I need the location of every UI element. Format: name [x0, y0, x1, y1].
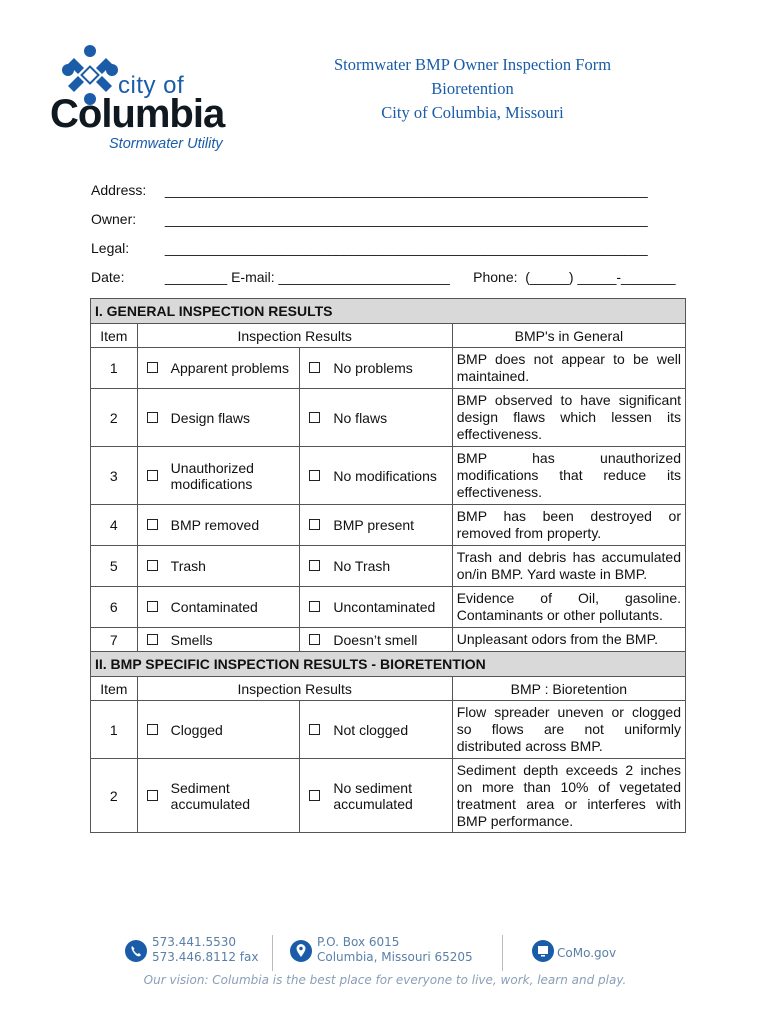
city-logo — [50, 40, 250, 155]
row-description: BMP observed to have significant design flaws which lessen its effectiveness. — [452, 389, 685, 447]
table-row — [91, 348, 686, 389]
form-title-line2: Bioretention — [431, 79, 514, 98]
logo-utility-text: Stormwater Utility — [109, 136, 223, 152]
table-row — [91, 628, 686, 652]
date-label: Date: — [91, 269, 125, 285]
website-icon — [532, 940, 554, 962]
logo-city-of-text: city of — [118, 72, 185, 99]
footer-divider — [272, 935, 273, 971]
owner-field[interactable] — [91, 211, 648, 227]
row-description: BMP has been destroyed or removed from property. — [452, 505, 685, 546]
footer-city-state: Columbia, Missouri 65205 — [317, 950, 473, 964]
result-negative: Apparent problems — [167, 348, 300, 389]
checkbox[interactable] — [147, 790, 158, 801]
row-number: 2 — [91, 759, 138, 833]
form-title-line3: City of Columbia, Missouri — [381, 103, 564, 122]
result-negative: Contaminated — [167, 587, 300, 628]
row-description: Flow spreader uneven or clogged so flows are not uniformly distributed across BMP. — [452, 701, 685, 759]
location-pin-icon — [290, 940, 312, 962]
checkbox[interactable] — [309, 362, 320, 373]
section1-col-results: Inspection Results — [137, 324, 452, 348]
section1-col-item: Item — [91, 324, 138, 348]
row-number: 1 — [91, 701, 138, 759]
result-positive: Not clogged — [329, 701, 452, 759]
result-positive: BMP present — [329, 505, 452, 546]
table-row — [91, 447, 686, 505]
footer-fax: 573.446.8112 fax — [152, 950, 259, 964]
owner-line[interactable]: ______________________________________________________________ — [164, 211, 648, 227]
table-row — [91, 759, 686, 833]
section2-col-item: Item — [91, 677, 138, 701]
checkbox[interactable] — [147, 519, 158, 530]
section2-col-results: Inspection Results — [137, 677, 452, 701]
footer-po-box: P.O. Box 6015 — [317, 935, 400, 949]
legal-field[interactable] — [91, 240, 648, 256]
address-label: Address: — [91, 182, 147, 198]
section2-col-specific: BMP : Bioretention — [452, 677, 685, 701]
checkbox[interactable] — [147, 560, 158, 571]
footer-divider — [502, 935, 503, 971]
row-description: Unpleasant odors from the BMP. — [452, 628, 685, 652]
section1-col-general: BMP's in General — [452, 324, 685, 348]
result-positive: No flaws — [329, 389, 452, 447]
result-positive: No Trash — [329, 546, 452, 587]
result-positive: No modifications — [329, 447, 452, 505]
date-field[interactable] — [91, 269, 676, 285]
result-negative: BMP removed — [167, 505, 300, 546]
checkbox[interactable] — [147, 634, 158, 645]
checkbox[interactable] — [147, 362, 158, 373]
table-row — [91, 546, 686, 587]
checkbox[interactable] — [309, 560, 320, 571]
checkbox[interactable] — [309, 412, 320, 423]
result-negative: Trash — [167, 546, 300, 587]
result-positive: Doesn’t smell — [329, 628, 452, 652]
table-row — [91, 701, 686, 759]
legal-line[interactable]: ______________________________________________________________ — [164, 240, 648, 256]
logo-columbia-text: Columbia — [50, 92, 225, 136]
inspection-table — [90, 298, 686, 833]
row-description: Evidence of Oil, gasoline. Contaminants or other pollutants. — [452, 587, 685, 628]
row-description: BMP does not appear to be well maintained. — [452, 348, 685, 389]
row-number: 6 — [91, 587, 138, 628]
result-negative: Unauthorized modifications — [167, 447, 300, 505]
checkbox[interactable] — [147, 601, 158, 612]
address-field[interactable] — [91, 182, 648, 198]
form-title — [300, 53, 645, 125]
table-row — [91, 505, 686, 546]
result-negative: Smells — [167, 628, 300, 652]
row-number: 3 — [91, 447, 138, 505]
footer — [0, 935, 770, 995]
phone-icon — [125, 940, 147, 962]
checkbox[interactable] — [309, 724, 320, 735]
result-negative: Sediment accumulated — [167, 759, 300, 833]
form-title-line1: Stormwater BMP Owner Inspection Form — [333, 55, 612, 74]
result-negative: Clogged — [167, 701, 300, 759]
footer-address-block — [317, 935, 473, 965]
owner-label: Owner: — [91, 211, 137, 227]
row-number: 2 — [91, 389, 138, 447]
row-number: 1 — [91, 348, 138, 389]
result-positive: Uncontaminated — [329, 587, 452, 628]
footer-phone-block — [152, 935, 258, 965]
checkbox[interactable] — [309, 634, 320, 645]
footer-web[interactable]: CoMo.gov — [557, 946, 617, 960]
footer-vision: Our vision: Columbia is the best place for everyone to live, work, learn and play. — [143, 973, 627, 987]
result-negative: Design flaws — [167, 389, 300, 447]
section1-title: I. GENERAL INSPECTION RESULTS — [91, 299, 686, 324]
date-email-phone-line[interactable]: ________ E-mail: ______________________ Phone: (_____) _____-_______ — [164, 269, 676, 285]
row-number: 7 — [91, 628, 138, 652]
row-description: Sediment depth exceeds 2 inches on more than 10% of vegetated treatment area or interferes with BMP performance. — [452, 759, 685, 833]
checkbox[interactable] — [147, 470, 158, 481]
table-row — [91, 587, 686, 628]
footer-phone: 573.441.5530 — [152, 935, 236, 949]
checkbox[interactable] — [309, 470, 320, 481]
row-description: Trash and debris has accumulated on/in BMP. Yard waste in BMP. — [452, 546, 685, 587]
section2-title: II. BMP SPECIFIC INSPECTION RESULTS - BIORETENTION — [91, 652, 686, 677]
checkbox[interactable] — [147, 412, 158, 423]
result-positive: No problems — [329, 348, 452, 389]
row-number: 5 — [91, 546, 138, 587]
checkbox[interactable] — [309, 601, 320, 612]
checkbox[interactable] — [309, 790, 320, 801]
checkbox[interactable] — [309, 519, 320, 530]
table-row — [91, 389, 686, 447]
legal-label: Legal: — [91, 240, 130, 256]
row-number: 4 — [91, 505, 138, 546]
checkbox[interactable] — [147, 724, 158, 735]
row-description: BMP has unauthorized modifications that reduce its effectiveness. — [452, 447, 685, 505]
result-positive: No sediment accumulated — [329, 759, 452, 833]
address-line[interactable]: ______________________________________________________________ — [164, 182, 648, 198]
